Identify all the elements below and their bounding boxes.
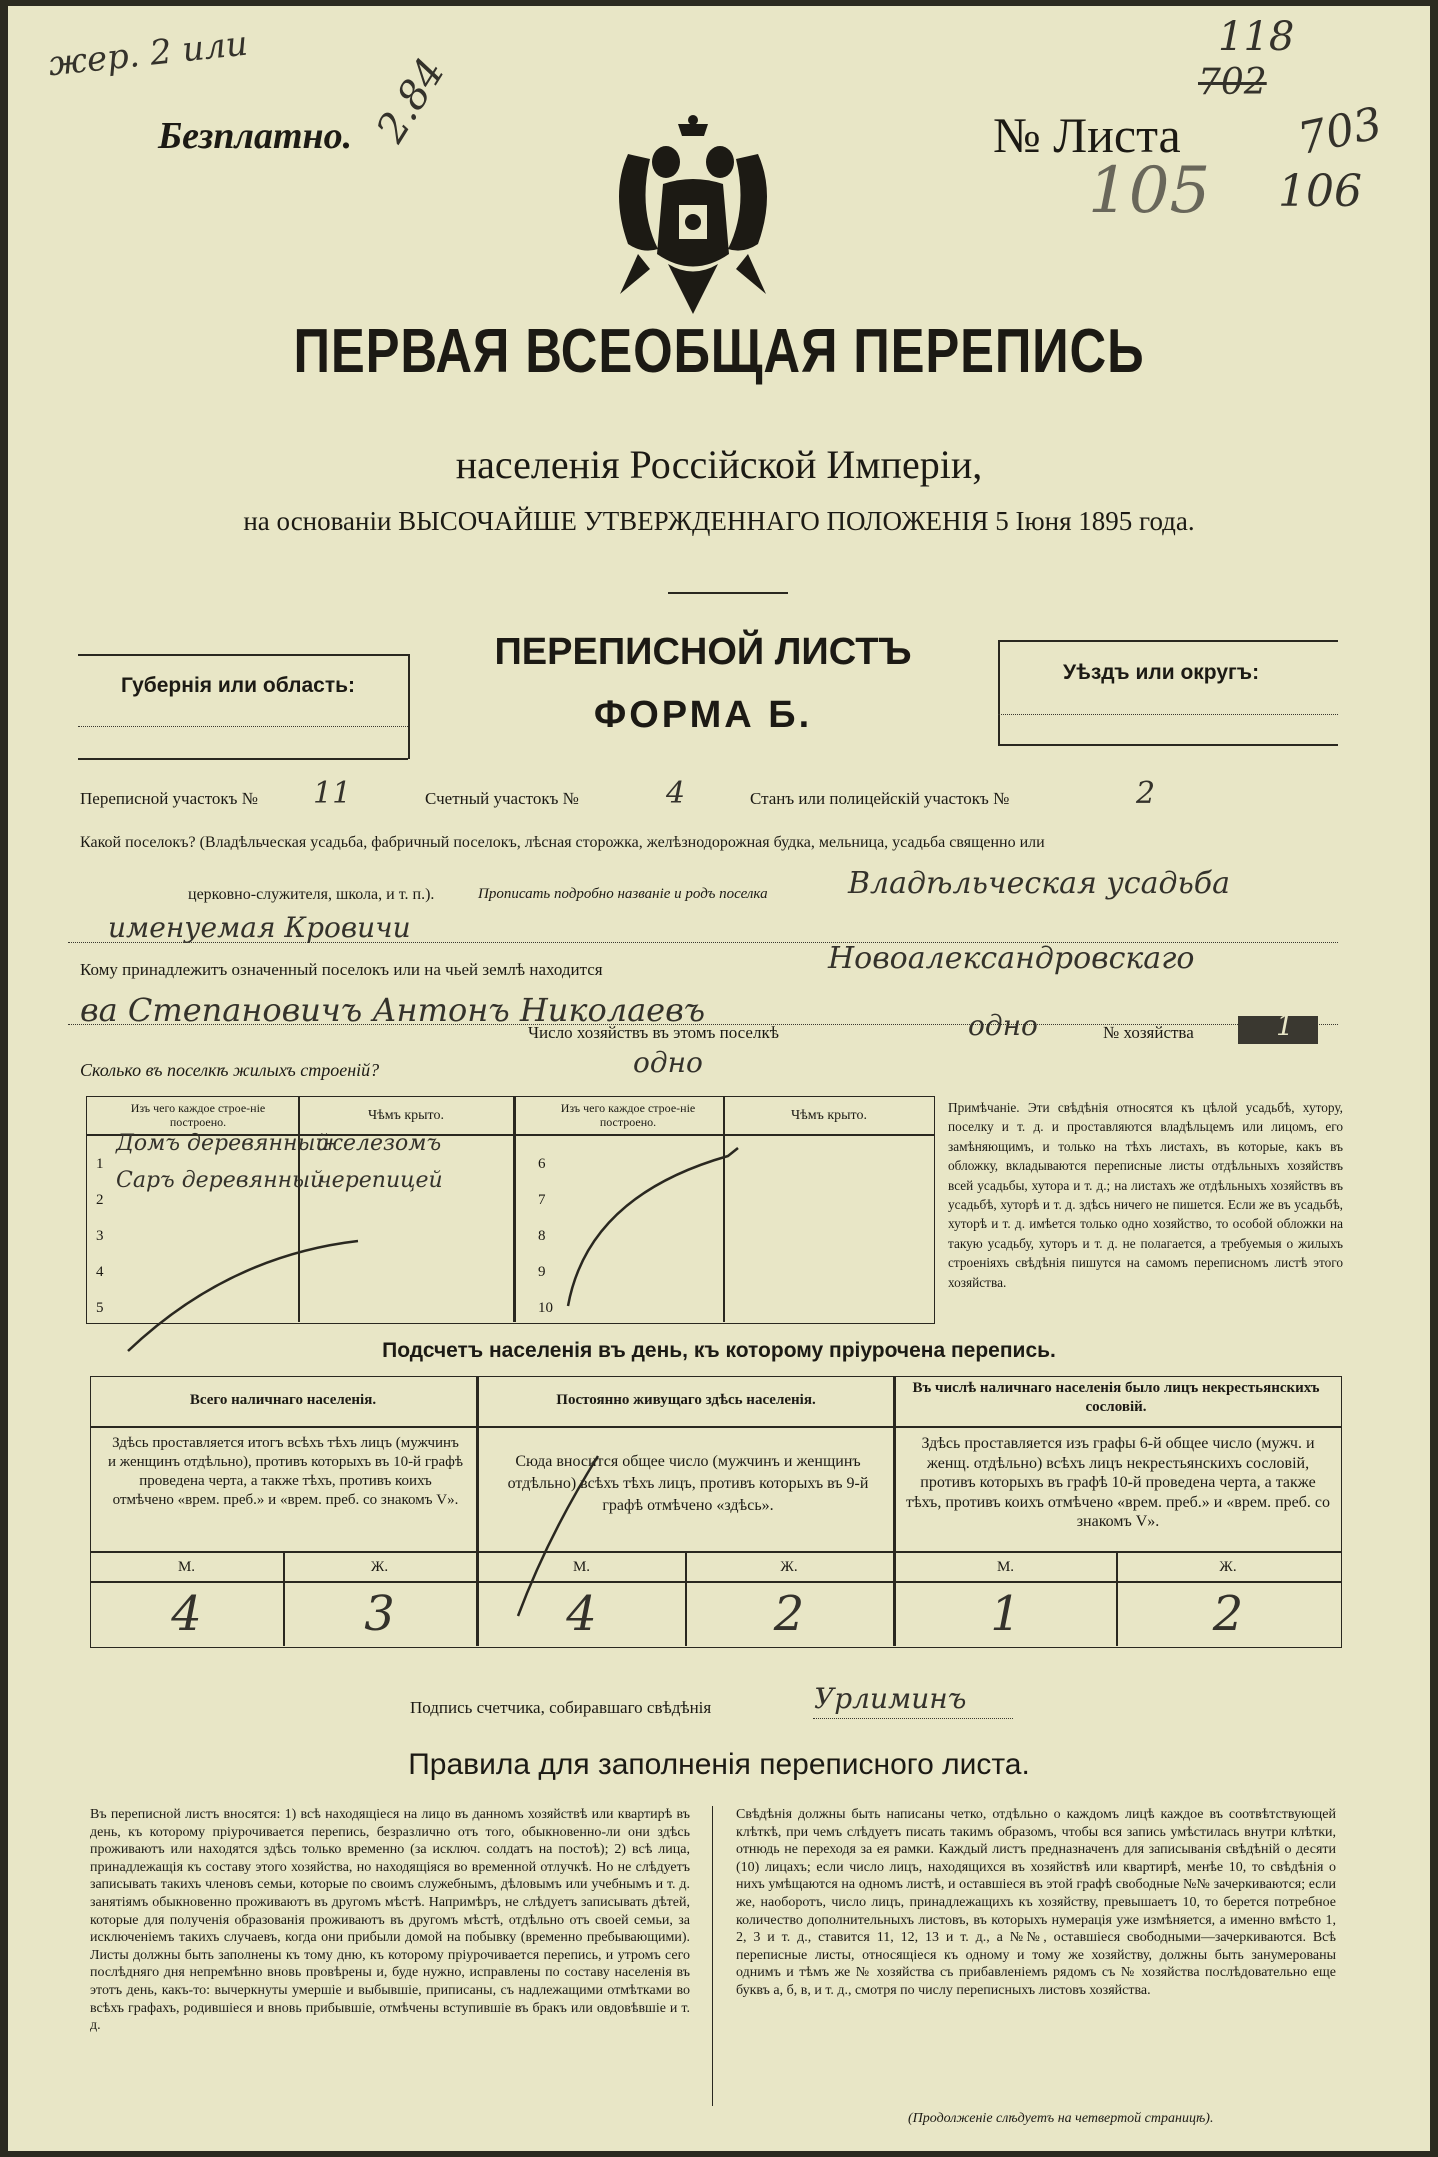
count-col1-text: Здѣсь проставляется итогъ всѣхъ тѣхъ лицъ (мужчинъ и женщинъ отдѣльно), противъ которыхъ въ 10-й графѣ проведена черта, а также тѣхъ, противъ коихъ отмѣчено «врем. преб.» и «врем. преб. со знакомъ V». xyxy=(108,1435,464,1508)
settlement-instruction: Прописать подробно названіе и родъ поселка xyxy=(478,886,768,902)
total-male: 4 xyxy=(171,1586,202,1642)
sheet-number-2: 702 xyxy=(1198,62,1267,103)
free-label: Безплатно. xyxy=(158,115,353,157)
household-number-label: № хозяйства xyxy=(1103,1023,1194,1042)
gubernia-label: Губернія или область: xyxy=(121,674,356,697)
stan-label: Станъ или полицейскій участокъ № xyxy=(750,789,1010,808)
build-row-num: 3 xyxy=(96,1228,104,1244)
rules-title: Правила для заполненія переписного листа. xyxy=(408,1748,1030,1781)
page-subtitle: населенія Россійской Имперіи, xyxy=(455,442,983,487)
count-title: Подсчетъ населенія въ день, къ которому пріурочена перепись. xyxy=(382,1339,1056,1362)
sheet-number-3: 703 xyxy=(1293,97,1387,166)
m-label: М. xyxy=(177,1559,196,1575)
non-peasant-male: 1 xyxy=(990,1586,1021,1642)
rule xyxy=(712,1806,713,2106)
m-label: М. xyxy=(996,1559,1015,1575)
build-header-from-left: Изъ чего каждое строе-ніе построено. xyxy=(130,1101,266,1129)
build-header-roof-right: Чѣмъ крыто. xyxy=(791,1108,867,1123)
households-label: Число хозяйствъ въ этомъ поселкѣ xyxy=(528,1023,779,1042)
build-row-num: 2 xyxy=(96,1192,104,1208)
build-row-num: 1 xyxy=(96,1156,104,1172)
resident-female: 2 xyxy=(773,1586,805,1642)
count-col1-head: Всего наличнаго населенія. xyxy=(189,1392,377,1408)
count-district-value: 4 xyxy=(666,776,686,811)
sheet-number-4: 106 xyxy=(1278,166,1362,217)
buildings-label: Сколько въ поселкѣ жилыхъ строеній? xyxy=(80,1060,380,1080)
form-subtitle: ФОРМА Б. xyxy=(593,694,813,736)
build-row-num: 6 xyxy=(538,1156,546,1172)
rule xyxy=(90,1551,1342,1553)
count-district-label: Счетный участокъ № xyxy=(425,789,579,808)
dotted-line xyxy=(998,714,1338,715)
owner-answer-2: ва Степановичъ Антонъ Николаевъ xyxy=(80,991,706,1029)
census-district-label: Переписной участокъ № xyxy=(80,789,258,808)
households-value: одно xyxy=(968,1009,1038,1042)
rule xyxy=(90,1581,1342,1583)
f-label: Ж. xyxy=(780,1559,798,1575)
census-district-value: 11 xyxy=(313,776,352,811)
rule xyxy=(998,640,1000,745)
settlement-question-2: церковно-служителя, школа, и т. п.). xyxy=(188,886,435,903)
dotted-line xyxy=(78,726,408,727)
free-handwritten: 2.84 xyxy=(368,50,455,151)
f-label: Ж. xyxy=(370,1559,389,1575)
build-row-1-from: Домъ деревянный xyxy=(116,1131,330,1156)
non-peasant-female: 2 xyxy=(1212,1586,1244,1642)
build-row-2-roof: черепицей xyxy=(318,1168,443,1193)
count-col2-text: Сюда вносится общее число (мужчинъ и женщинъ отдѣльно) всѣхъ тѣхъ лицъ, противъ которыхъ въ 9-й графѣ отмѣчено «здѣсь». xyxy=(507,1453,869,1514)
buildings-value: одно xyxy=(633,1046,703,1079)
build-row-2-from: Саръ деревянный xyxy=(116,1168,325,1193)
uezd-label: Уѣздъ или округъ: xyxy=(1063,661,1260,684)
build-row-num: 7 xyxy=(538,1192,546,1208)
signature-label: Подпись счетчика, собиравшаго свѣдѣнія xyxy=(410,1698,712,1717)
page-title: ПЕРВАЯ ВСЕОБЩАЯ ПЕРЕПИСЬ xyxy=(293,317,1145,386)
buildings-note: Примѣчаніе. Эти свѣдѣнія относятся къ цѣлой усадьбѣ, хутору, поселку и т. д. и проставляются владѣльцемъ или лицомъ, его замѣняющимъ, и только на тѣхъ листахъ, въ которые, какъ въ обложку, вкладываются переписные листы отдѣльныхъ хозяйствъ всей усадьбы, хутора и т. д.; на листахъ же отдѣльныхъ хозяйствъ въ усадьбѣ, хуторѣ и т. д. здѣсь ничего не пишется. Если же въ усадьбѣ, хуторѣ и т. д. имѣется только одно хозяйство, то особой обложки на такую усадьбу, хуторъ и т. д. не полагается, а требуемыя о жилыхъ строеніяхъ свѣдѣнія пишутся на самомъ переписномъ листѣ этого хозяйства. xyxy=(948,1100,1343,1290)
continued-note: (Продолженіе слѣдуетъ на четвертой страницѣ). xyxy=(908,2111,1214,2126)
settlement-answer-2: именуемая Кровичи xyxy=(108,911,411,944)
rule xyxy=(408,654,410,759)
sheet-number-label: № Листа xyxy=(993,107,1181,163)
count-col2-head: Постоянно живущаго здѣсь населенія. xyxy=(556,1392,816,1408)
resident-male: 4 xyxy=(566,1586,597,1642)
build-row-num: 5 xyxy=(96,1300,104,1316)
build-row-num: 8 xyxy=(538,1228,546,1244)
settlement-question: Какой поселокъ? (Владѣльческая усадьба, фабричный поселокъ, лѣсная сторожка, желѣзнодорожная будка, мельница, усадьба священно или xyxy=(80,834,1045,851)
rule xyxy=(78,758,408,760)
rule xyxy=(998,640,1338,642)
imperial-eagle-emblem xyxy=(608,114,778,329)
settlement-answer-1: Владѣльческая усадьба xyxy=(848,866,1231,901)
m-label: М. xyxy=(572,1559,591,1575)
corner-note: жер. 2 или xyxy=(46,23,250,85)
legal-basis: на основаніи ВЫСОЧАЙШЕ УТВЕРЖДЕННАГО ПОЛОЖЕНІЯ 5 Іюня 1895 года. xyxy=(243,506,1195,536)
build-header-from-right: Изъ чего каждое строе-ніе построено. xyxy=(560,1101,696,1129)
build-header-roof-left: Чѣмъ крыто. xyxy=(368,1108,444,1123)
divider xyxy=(668,592,788,594)
rules-right-column: Свѣдѣнія должны быть написаны четко, отдѣльно о каждомъ лицѣ каждое въ соотвѣтствующей клѣткѣ, при чемъ слѣдуетъ писать такимъ образомъ, чтобы вся запись умѣстилась внутри клѣтки, отнюдь не переходя за ея рамки. Каждый листъ предназначенъ для записыванія свѣдѣній о десяти (10) лицахъ; если число лицъ, находящихся въ хозяйствѣ или квартирѣ, менѣе 10, то свѣдѣнія о нихъ умѣщаются на одномъ листѣ, и оставшіеся въ этой графѣ свободные №№ зачеркиваются; если же, наоборотъ, число лицъ, принадлежащихъ къ хозяйству, превышаетъ 10, то берется потребное количество дополнительныхъ листовъ, въ которыхъ нумерація уже измѣняется, а именно вмѣсто 1, 2, 3 и т. д., ставится 11, 12, 13 и т. д., а №№, оставшіеся свободными—зачеркиваются. Всѣ переписные листы, относящіеся къ одному и тому же хозяйству, должны быть занумерованы однимъ и тѣмъ же № хозяйства съ прибавленіемъ рядомъ съ № хозяйства послѣдовательно еще буквъ а, б, в, и т. д., смотря по числу переписныхъ листовъ хозяйства. xyxy=(736,1807,1336,1998)
build-row-num: 9 xyxy=(538,1264,546,1280)
build-row-1-roof: железомъ xyxy=(318,1131,442,1156)
form-title: ПЕРЕПИСНОЙ ЛИСТЪ xyxy=(494,631,912,673)
strike-mark xyxy=(508,1446,688,1626)
stan-value: 2 xyxy=(1136,776,1156,811)
sheet-number-1: 118 xyxy=(1218,14,1295,60)
household-number-value: 1 xyxy=(1276,1009,1294,1042)
f-label: Ж. xyxy=(1219,1559,1237,1575)
owner-answer-1: Новоалександровскаго xyxy=(828,941,1195,976)
total-female: 3 xyxy=(364,1586,395,1642)
census-sheet xyxy=(8,6,1430,2151)
rule xyxy=(78,654,408,656)
signature-value: Урлиминъ xyxy=(814,1682,967,1715)
rule xyxy=(90,1426,1342,1428)
rule xyxy=(998,744,1338,746)
count-col3-text: Здѣсь проставляется изъ графы 6-й общее число (мужч. и женщ. отдѣльно) всѣхъ лицъ некрестьянскихъ сословій, противъ которыхъ въ графѣ 10-й проведена черта, а также тѣхъ, противъ коихъ отмѣчено «врем. преб.» и «врем. преб. со знакомъ V». xyxy=(905,1435,1330,1530)
rules-left-column: Въ переписной листъ вносятся: 1) всѣ находящіеся на лицо въ данномъ хозяйствѣ или квартирѣ въ день, къ которому пріурочивается перепись, безразлично отъ того, обыкновенно-ли они здѣсь проживаютъ или находятся здѣсь только временно (за исключ. солдатъ на постоѣ); 2) всѣ лица, принадлежащія къ составу этого хозяйства, но находящіяся во временной отлучкѣ. Но не слѣдуетъ записывать такихъ членовъ семьи, которые по своимъ служебнымъ, дѣловымъ или учебнымъ и т. д. занятіямъ обыкновенно проживаютъ въ другомъ мѣстѣ. Напримѣръ, не слѣдуетъ записывать дѣтей, которые для полученія образованія проживаютъ въ другомъ мѣстѣ, отдѣльно отъ своей семьи, за исключеніемъ такихъ случаевъ, когда они прибыли домой на побывку (временно пребывающими). Листы должны быть заполнены къ тому дню, къ которому пріурочивается перепись, и утромъ сего послѣдняго дня непремѣнно вновь провѣрены и, буде нужно, исправлены по составу населенія въ этотъ день, какъ-то: вычеркнуты умершіе и выбывшіе, приписаны, съ надлежащими отмѣтками во всѣхъ графахъ, родившіеся и вновь прибывшіе, отмѣчены вступившіе въ бракъ или овдовѣвшіе и т. д. xyxy=(90,1807,690,2034)
build-row-num: 4 xyxy=(96,1264,104,1280)
build-rows-left xyxy=(96,1146,104,1326)
count-col3-head: Въ числѣ наличнаго населенія было лицъ некрестьянскихъ сословій. xyxy=(912,1380,1320,1415)
owner-label: Кому принадлежитъ означенный поселокъ или на чьей землѣ находится xyxy=(80,960,603,979)
sheet-number-5: 105 xyxy=(1088,154,1211,228)
build-row-num: 10 xyxy=(538,1300,553,1316)
dotted-line xyxy=(813,1718,1013,1719)
